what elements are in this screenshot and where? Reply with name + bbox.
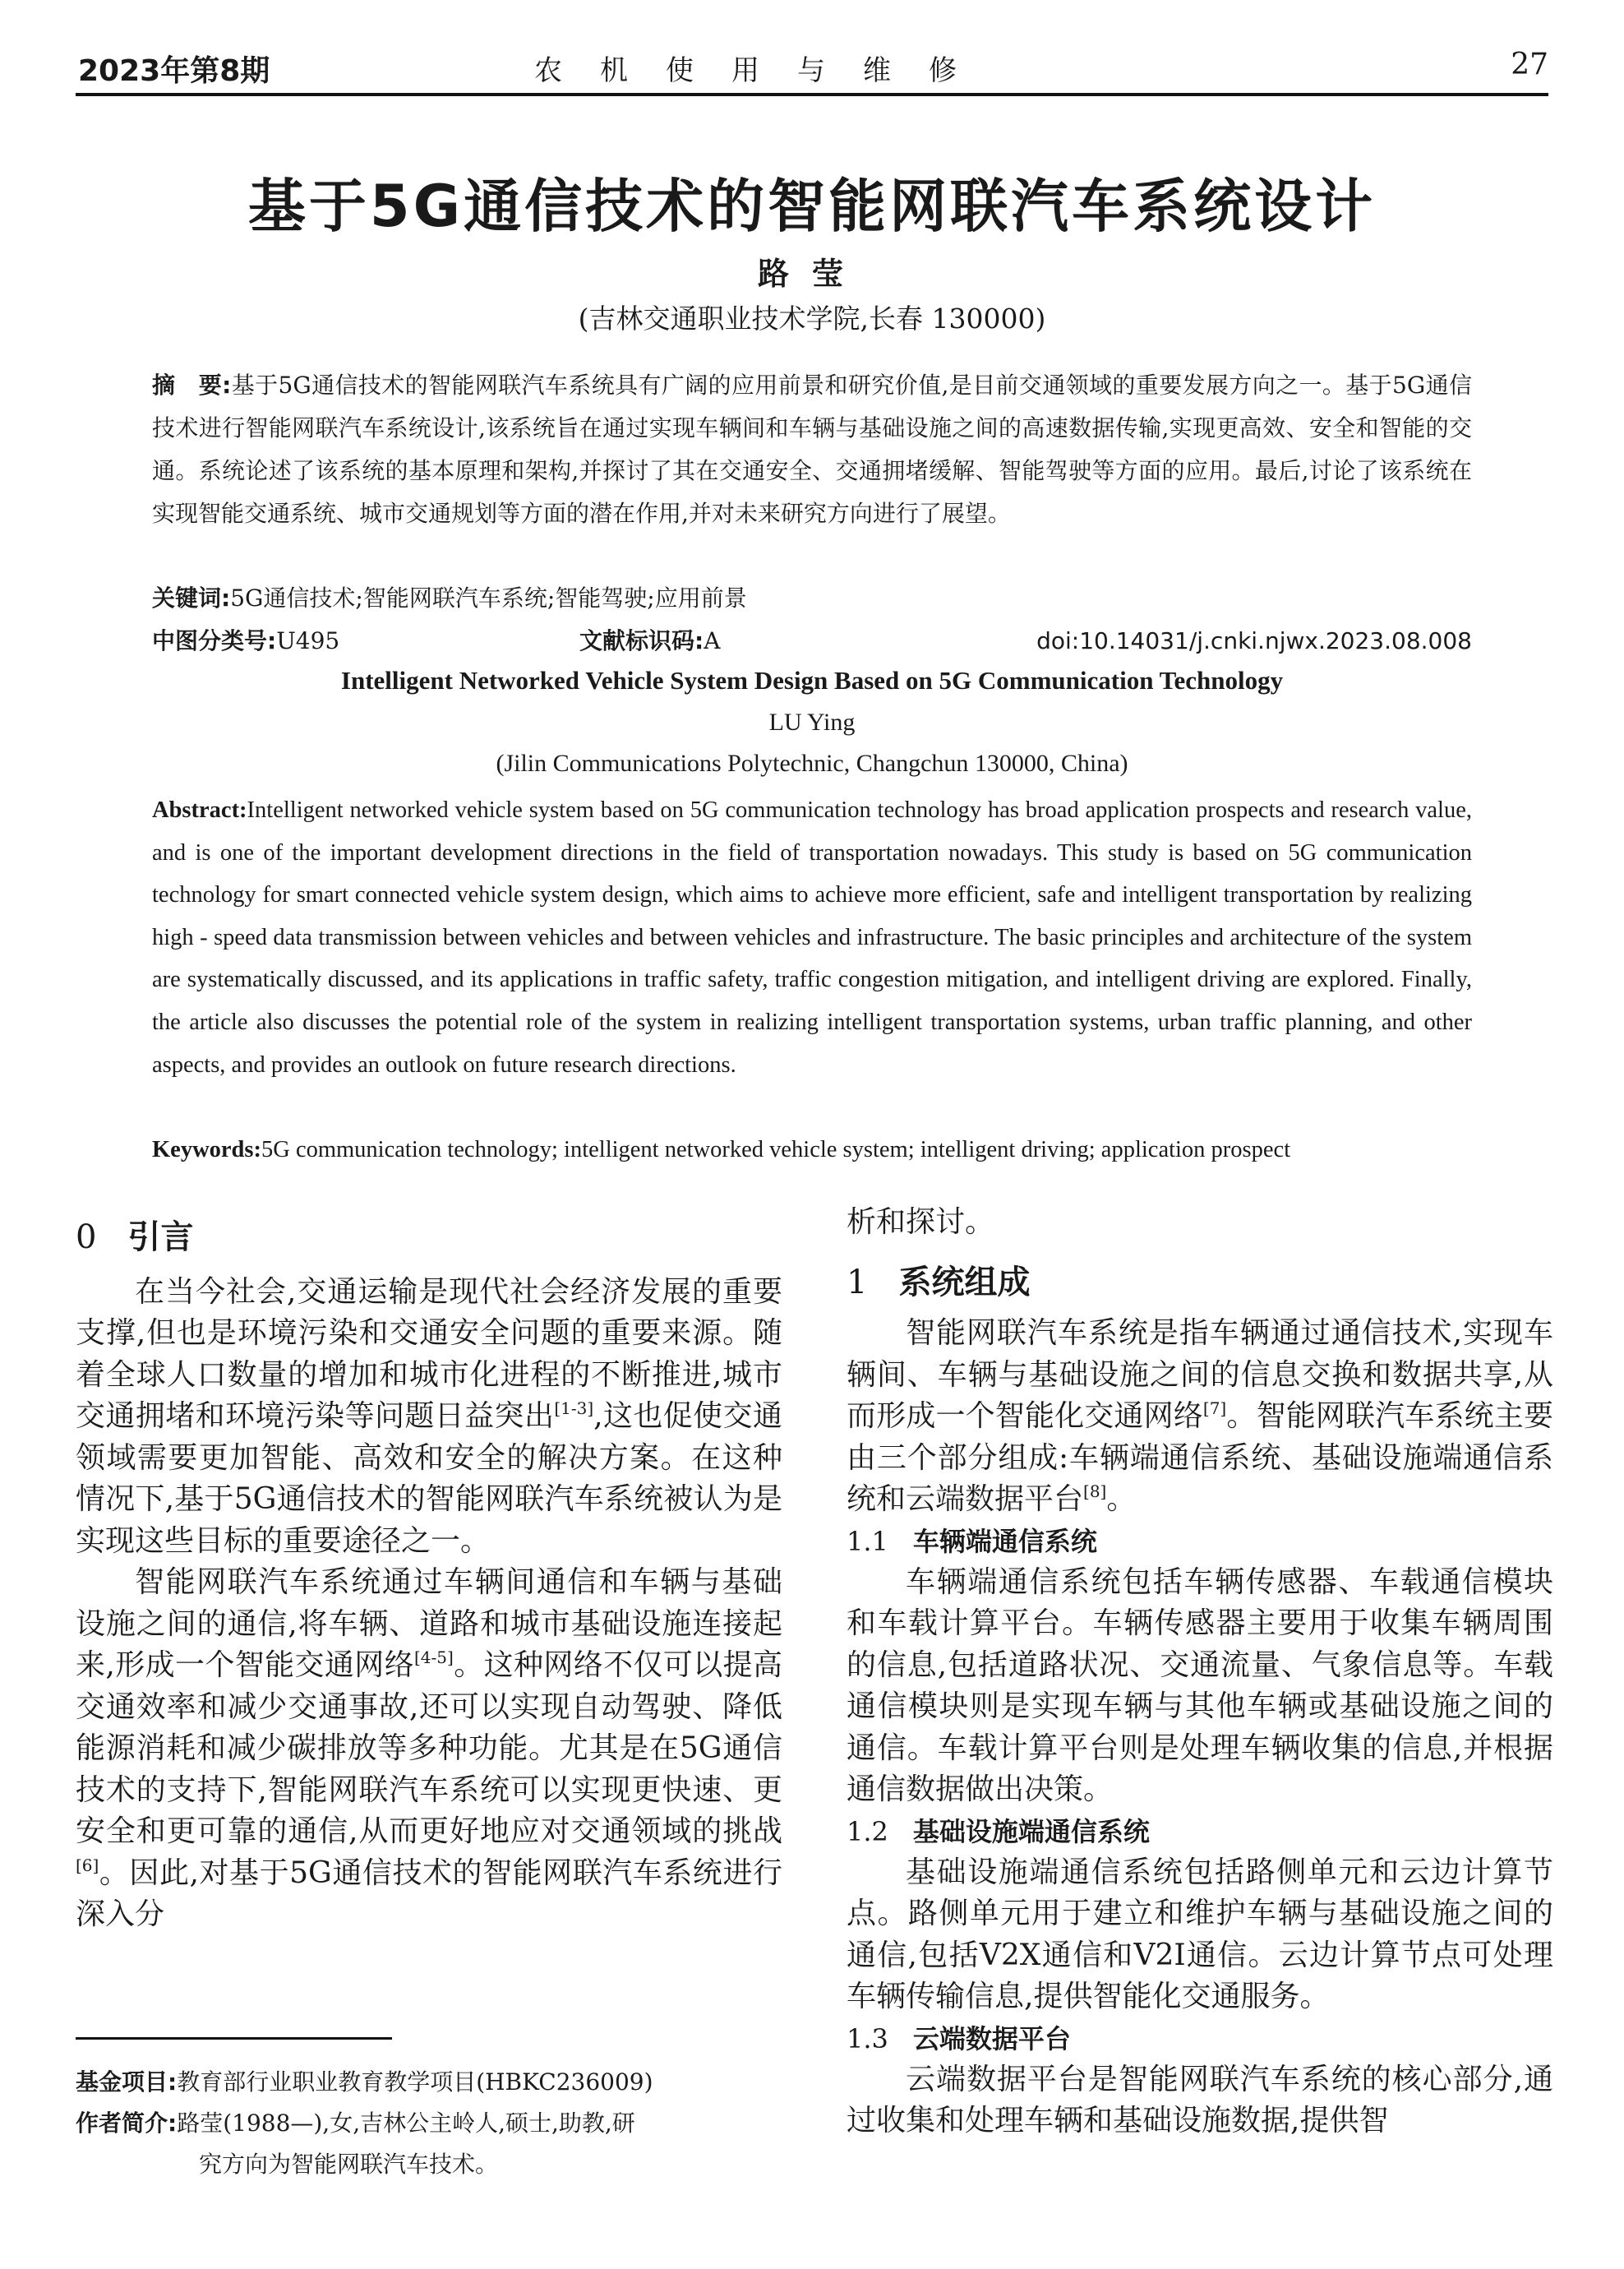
english-affiliation: (Jilin Communications Polytechnic, Changchun 130000, China) [496, 750, 1128, 777]
citation: [6] [76, 1855, 99, 1875]
section-1-heading [847, 1262, 1553, 1304]
section-1-1-paragraph: 车辆端通信系统包括车辆传感器、车载通信模块和车载计算平台。车辆传感器主要用于收集车辆周围的信息,包括道路状况、交通流量、气象信息等。车载通信模块则是实现车辆与其他车辆或基础设施之间的通信。车载计算平台则是处理车辆收集的信息,并根据通信数据做出决策。 [847, 1564, 1553, 1806]
section-1-title: 系统组成 [898, 1263, 1031, 1301]
doc-code-value: A [704, 627, 721, 654]
section-1-1-title: 车辆端通信系统 [912, 1525, 1097, 1557]
bio-line-2: 究方向为智能网联汽车技术。 [199, 2151, 499, 2178]
english-title: Intelligent Networked Vehicle System Design Based on 5G Communication Technology [340, 666, 1284, 695]
section-1-1-number: 1.1 [847, 1525, 888, 1557]
abstract-en-text: Intelligent networked vehicle system based on 5G communication technology has broad application prospects and research value, and is one of the important development directions in the field of transportation nowadays. This study is based on 5G communication technology for smart connected vehicle system design, which aims to achieve more efficient, safe and intelligent transportation by realizing high - speed data transmission between vehicles and between vehicles and infrastructure. The basic principles and architecture of the system are systematically discussed, and its applications in traffic safety, traffic congestion mitigation, and intelligent driving are explored. Finally, the article also discusses the potential role of the system in realizing intelligent transportation systems, urban traffic planning, and other aspects, and provides an outlook on future research directions. [152, 797, 1472, 1078]
abstract-cn-text: 基于5G通信技术的智能网联汽车系统具有广阔的应用前景和研究价值,是目前交通领域的重要发展方向之一。基于5G通信技术进行智能网联汽车系统设计,该系统旨在通过实现车辆间和车辆与基础设施之间的高速数据传输,实现更高效、安全和智能的交通。系统论述了该系统的基本原理和架构,并探讨了其在交通安全、交通拥堵缓解、智能驾驶等方面的应用。最后,讨论了该系统在实现智能交通系统、城市交通规划等方面的潜在作用,并对未来研究方向进行了展望。 [152, 372, 1472, 527]
keywords-cn-text: 5G通信技术;智能网联汽车系统;智能驾驶;应用前景 [230, 585, 747, 612]
doc-code-label: 文献标识码: [579, 627, 704, 654]
right-column [847, 1202, 1553, 2142]
section-1-3-number: 1.3 [847, 2022, 888, 2054]
paper-title: 基于5G通信技术的智能网联汽车系统设计 [247, 173, 1377, 240]
abstract-cn-label: 摘 要: [152, 372, 232, 399]
section-1-2-heading [847, 1811, 1553, 1852]
intro-p2-text-b: 。这种网络不仅可以提高交通效率和减少交通事故,还可以实现自动驾驶、降低能源消耗和减少碳排放等多种功能。尤其是在5G通信技术的支持下,智能网联汽车系统可以实现更快速、更安全和更可靠的通信,从而更好地应对交通领域的挑战 [76, 1648, 782, 1848]
citation: [1-3] [554, 1398, 594, 1418]
abstract-en-label: Abstract: [152, 797, 247, 823]
doc-code-field [579, 620, 720, 663]
intro-paragraph-2 [76, 1562, 782, 1936]
bio-line [76, 2103, 791, 2144]
author-affiliation: (吉林交通职业技术学院,长春 130000) [578, 303, 1046, 335]
abstract-cn [152, 364, 1472, 535]
section-0-number: 0 [76, 1218, 97, 1256]
section-1-3-title: 云端数据平台 [912, 2022, 1071, 2054]
intro-p1-text-b: ,这也促使交通领域需要更加智能、高效和安全的解决方案。在这种情况下,基于5G通信技术的智能网联汽车系统被认为是实现这些目标的重要途径之一。 [76, 1399, 782, 1558]
journal-name: 农机使用与维修 [534, 54, 994, 87]
footnote-rule [76, 2037, 392, 2040]
header-rule [76, 93, 1548, 96]
keywords-en-text: 5G communication technology; intelligent networked vehicle system; intelligent driving; application prospect [261, 1137, 1291, 1162]
section-1-3-paragraph: 云端数据平台是智能网联汽车系统的核心部分,通过收集和处理车辆和基础设施数据,提供智 [847, 2062, 1553, 2137]
intro-p1-text-a: 在当今社会,交通运输是现代社会经济发展的重要支撑,但也是环境污染和交通安全问题的重要来源。随着全球人口数量的增加和城市化进程的不断推进,城市交通拥堵和环境污染等问题日益突出 [76, 1274, 782, 1433]
author-name: 路莹 [757, 256, 866, 292]
issue-label: 2023年第8期 [78, 54, 270, 88]
bio-label: 作者简介: [76, 2110, 178, 2137]
keywords-en [152, 1129, 1472, 1171]
intro-paragraph-1 [76, 1272, 782, 1563]
intro-continuation: 析和探讨。 [847, 1205, 995, 1239]
section-1-2-paragraph: 基础设施端通信系统包括路侧单元和云边计算节点。路侧单元用于建立和维护车辆与基础设施之间的通信,包括V2X通信和V2I通信。云边计算节点可处理车辆传输信息,提供智能化交通服务。 [847, 1855, 1553, 2013]
s1-text-c: 。 [1106, 1482, 1137, 1516]
section-0-heading [76, 1217, 782, 1259]
section-1-number: 1 [847, 1263, 868, 1301]
fund-line [76, 2062, 791, 2103]
s1-text-b: 。智能网联汽车系统主要由三个部分组成:车辆端通信系统、基础设施端通信系统和云端数据平台 [847, 1399, 1553, 1516]
section-1-2-title: 基础设施端通信系统 [912, 1815, 1150, 1847]
clc-label: 中图分类号: [152, 627, 277, 654]
keywords-cn [152, 577, 1472, 620]
citation: [7] [1202, 1398, 1227, 1418]
clc-value: U495 [276, 627, 340, 654]
section-1-3-heading [847, 2018, 1553, 2059]
english-author: LU Ying [768, 709, 856, 736]
citation: [8] [1083, 1481, 1107, 1501]
citation: [4-5] [414, 1647, 454, 1667]
fund-label: 基金项目: [76, 2068, 178, 2096]
section-1-1-heading [847, 1521, 1553, 1562]
fund-text: 教育部行业职业教育教学项目(HBKC236009) [177, 2068, 653, 2096]
section-1-paragraph [847, 1313, 1553, 1521]
section-1-2-number: 1.2 [847, 1815, 888, 1847]
section-0-title: 引言 [127, 1218, 194, 1256]
clc-field [152, 627, 339, 654]
s1-text-a: 智能网联汽车系统是指车辆通过通信技术,实现车辆间、车辆与基础设施之间的信息交换和数据共享,从而形成一个智能化交通网络 [847, 1316, 1553, 1433]
footnote [76, 2062, 791, 2185]
intro-p2-text-a: 智能网联汽车系统通过车辆间通信和车辆与基础设施之间的通信,将车辆、道路和城市基础设施连接起来,形成一个智能交通网络 [76, 1565, 782, 1682]
left-column [76, 1217, 782, 1936]
classification-row [152, 620, 1472, 663]
bio-text-1: 路莹(1988—),女,吉林公主岭人,硕士,助教,研 [177, 2110, 635, 2137]
doi: doi:10.14031/j.cnki.njwx.2023.08.008 [1036, 627, 1472, 654]
intro-p2-text-c: 。因此,对基于5G通信技术的智能网联汽车系统进行深入分 [76, 1855, 782, 1931]
keywords-cn-label: 关键词: [152, 585, 231, 612]
abstract-en [152, 789, 1472, 1086]
keywords-en-label: Keywords: [152, 1137, 261, 1162]
page-number: 27 [1511, 48, 1548, 81]
